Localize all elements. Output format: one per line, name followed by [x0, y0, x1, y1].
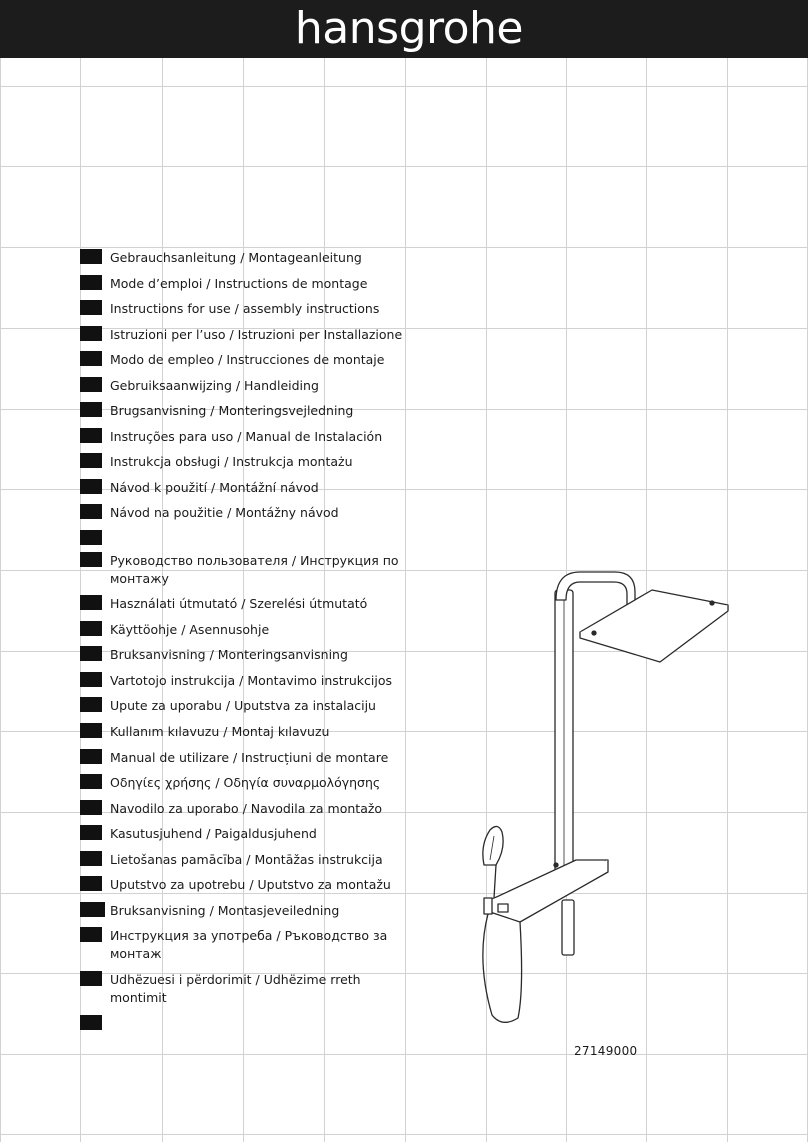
language-label: Mode d’emploi / Instructions de montage — [110, 276, 368, 291]
shower-hose — [483, 914, 522, 1022]
language-marker — [80, 428, 102, 443]
language-label: Instructions for use / assembly instructions — [110, 301, 380, 316]
language-label: Udhëzuesi i përdorimit / Udhëzime rreth montimit — [110, 972, 361, 1005]
language-marker — [80, 825, 102, 840]
language-label: Kullanım kılavuzu / Montaj kılavuzu — [110, 724, 330, 739]
language-marker — [80, 749, 102, 764]
language-marker — [80, 479, 102, 494]
language-label: Instruções para uso / Manual de Instalación — [110, 429, 383, 444]
language-marker — [80, 326, 102, 341]
grid-line — [0, 166, 808, 167]
grid-line — [0, 58, 1, 1142]
hand-shower — [483, 826, 503, 865]
grid-line — [0, 247, 808, 248]
hose-connector — [484, 898, 492, 914]
language-label: Bruksanvisning / Monteringsanvisning — [110, 647, 348, 662]
language-label: Modo de empleo / Instrucciones de montaje — [110, 352, 385, 367]
language-marker — [80, 1015, 102, 1030]
language-marker — [80, 646, 102, 661]
language-marker — [80, 800, 102, 815]
language-label: Gebruiksaanwijzing / Handleiding — [110, 378, 319, 393]
language-label: Vartotojo instrukcija / Montavimo instrukcijos — [110, 673, 392, 688]
language-marker — [80, 552, 102, 567]
language-marker — [80, 851, 102, 866]
language-label: Navodilo za uporabo / Navodila za montažo — [110, 801, 383, 816]
column-lower — [562, 900, 574, 955]
language-marker — [80, 377, 102, 392]
language-marker — [80, 723, 102, 738]
language-label: Návod k použití / Montážní návod — [110, 480, 319, 495]
language-label: Uputstvo za upotrebu / Uputstvo za montažu — [110, 877, 391, 892]
language-marker — [80, 621, 102, 636]
language-marker — [80, 402, 102, 417]
language-label: Kasutusjuhend / Paigaldusjuhend — [110, 826, 317, 841]
language-marker — [80, 275, 102, 290]
language-marker — [80, 971, 102, 986]
control-indicator — [554, 863, 558, 867]
language-label: Инструкция за употреба / Ръководство за монтаж — [110, 928, 388, 961]
language-marker — [80, 927, 102, 942]
language-label: Manual de utilizare / Instrucțiuni de montare — [110, 750, 389, 765]
header-bar — [0, 0, 808, 58]
control-knob — [498, 904, 508, 912]
language-marker — [80, 530, 102, 545]
language-marker — [80, 902, 105, 917]
language-marker — [80, 351, 102, 366]
language-label: Руководство пользователя / Инструкция по монтажу — [110, 553, 399, 586]
overhead-nozzle — [592, 631, 596, 635]
language-label: Bruksanvisning / Montasjeveiledning — [110, 903, 340, 918]
language-marker — [80, 595, 102, 610]
grid-line — [0, 86, 808, 87]
language-marker — [80, 504, 102, 519]
language-label: Brugsanvisning / Monteringsvejledning — [110, 403, 354, 418]
language-label: Käyttöohje / Asennusohje — [110, 622, 270, 637]
language-label: Instrukcja obsługi / Instrukcja montażu — [110, 454, 353, 469]
language-label: Gebrauchsanleitung / Montageanleitung — [110, 250, 362, 265]
overhead-nozzle — [710, 601, 714, 605]
language-label: Használati útmutató / Szerelési útmutató — [110, 596, 368, 611]
language-marker — [80, 453, 102, 468]
brand-logo: hansgrohe — [294, 3, 523, 54]
hand-shower-handle — [494, 865, 496, 898]
grid-line — [0, 1134, 808, 1135]
language-marker — [80, 774, 102, 789]
shower-system-illustration — [480, 560, 730, 1040]
language-marker — [80, 672, 102, 687]
thermostat-shelf-front — [490, 860, 608, 922]
article-number: 27149000 — [574, 1044, 638, 1058]
language-label: Upute za uporabu / Uputstva za instalaciju — [110, 698, 376, 713]
language-label: Návod na použitie / Montážny návod — [110, 505, 339, 520]
grid-line — [0, 1054, 808, 1055]
language-marker — [80, 249, 102, 264]
language-label: Οδηγίες χρήσης / Οδηγία συναρμολόγησης — [110, 775, 381, 790]
language-marker — [80, 697, 102, 712]
language-marker — [80, 300, 102, 315]
language-label: Istruzioni per l’uso / Istruzioni per Installazione — [110, 327, 403, 342]
language-marker — [80, 876, 102, 891]
language-label: Lietošanas pamācība / Montāžas instrukcija — [110, 852, 383, 867]
